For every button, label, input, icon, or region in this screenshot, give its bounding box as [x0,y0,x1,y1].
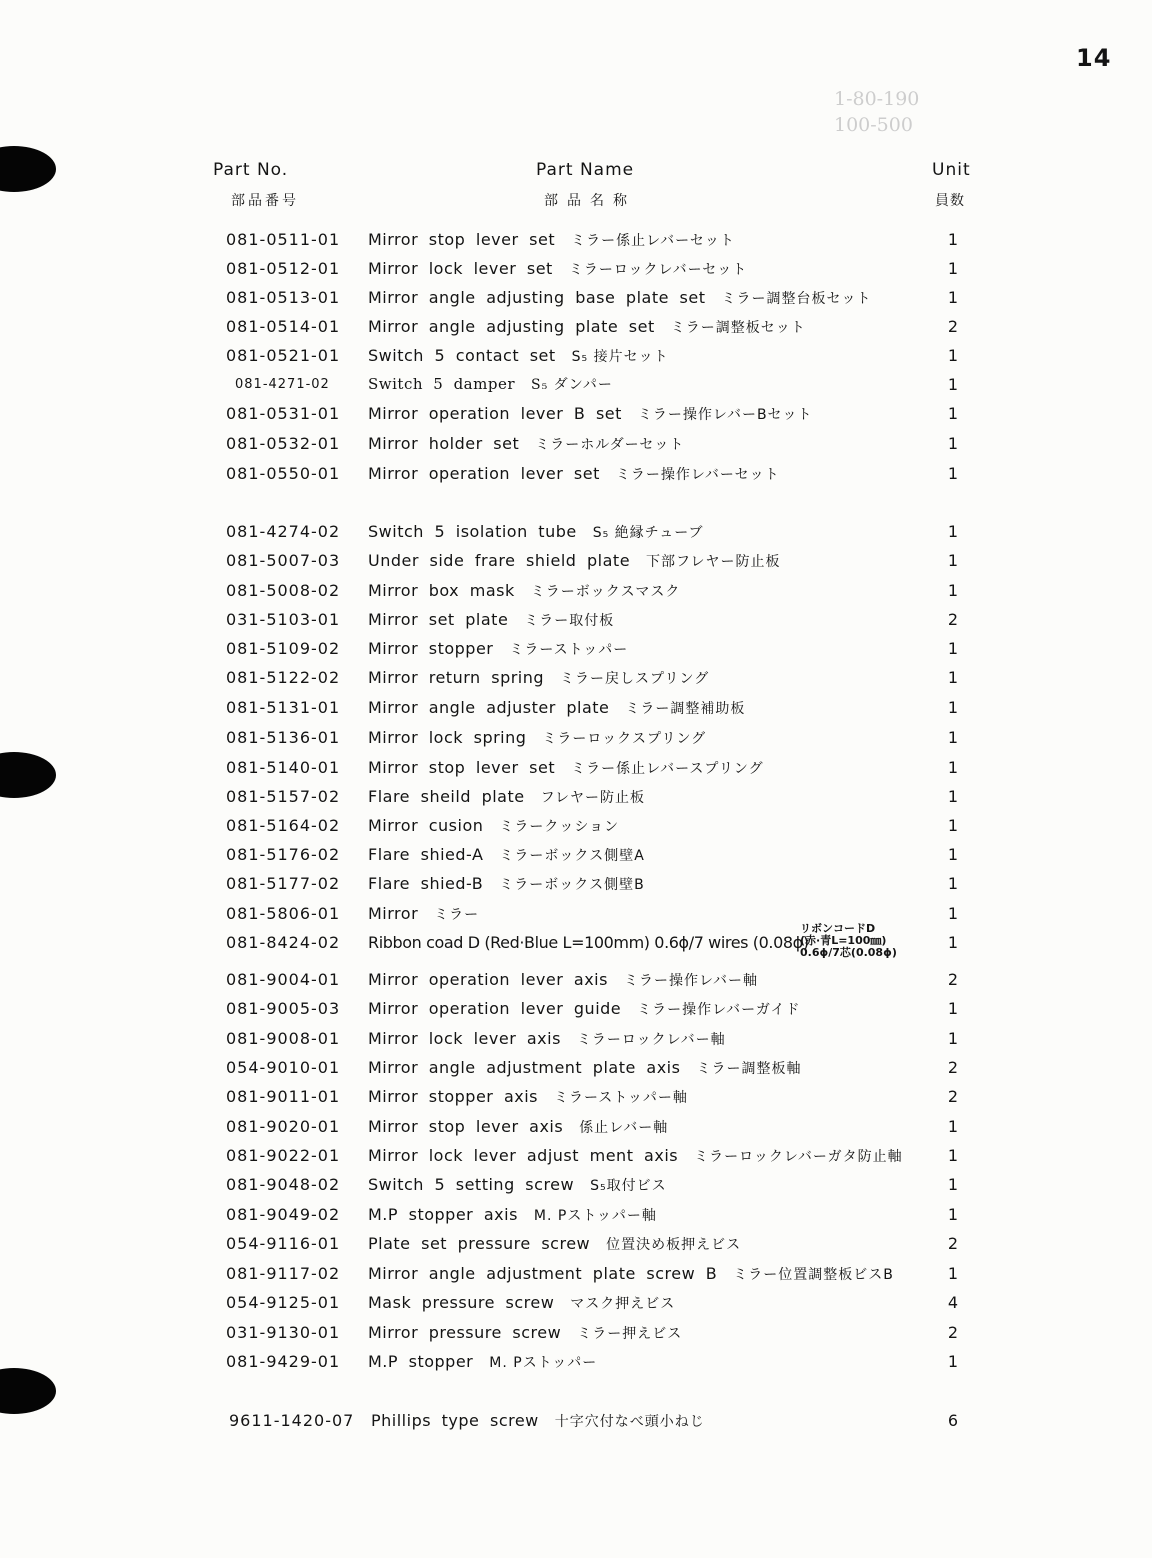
part-name: Mirror angle adjuster plate ミラー調整補助板 [368,698,746,717]
part-name: Mirror angle adjusting base plate set ミラー調整台板セット [368,288,872,307]
part-name: Switch 5 damper S₅ ダンパー [368,375,613,393]
unit-count: 1 [947,1175,959,1194]
part-number: 081-0514-01 [226,317,341,336]
unit-count: 1 [947,259,959,278]
unit-count: 2 [947,1323,959,1342]
part-name-jp: フレヤー防止板 [540,790,646,806]
part-number: 081-9022-01 [226,1146,341,1165]
part-name: Mirror box mask ミラーボックスマスク [368,581,681,600]
unit-count: 1 [947,999,959,1018]
page-number: 14 [1076,44,1112,72]
part-name-jp: ミラーボックスマスク [530,584,681,600]
table-row [0,546,1152,575]
table-row [0,1024,1152,1053]
table-row [0,605,1152,634]
part-name: Mirror stopper axis ミラーストッパー軸 [368,1087,688,1106]
table-row [0,283,1152,312]
unit-count: 2 [947,1234,959,1253]
table-row [0,869,1152,898]
part-number: 081-9049-02 [226,1205,341,1224]
part-number: 081-9008-01 [226,1029,341,1048]
unit-count: 1 [947,1352,959,1371]
unit-count: 4 [947,1293,959,1312]
table-row [0,663,1152,692]
part-name: Ribbon coad D (Red·Blue L=100mm) 0.6ɸ/7 wires (0.08ɸ) [368,933,809,952]
unit-count: 2 [947,970,959,989]
ribbon-note-line: (赤·青L=100㎜) [800,934,887,947]
part-number: 081-5140-01 [226,758,341,777]
part-number: 081-9048-02 [226,1175,341,1194]
part-number: 081-5008-02 [226,581,341,600]
part-name: Phillips type screw 十字穴付なべ頭小ねじ [371,1411,705,1430]
table-row [0,1318,1152,1347]
part-name-jp: ミラーロックレバーセット [568,262,748,278]
part-name: Mirror cusion ミラークッション [368,816,620,835]
part-number: 031-9130-01 [226,1323,341,1342]
table-row [0,1406,1152,1435]
part-number: 9611-1420-07 [229,1411,355,1430]
part-number: 081-9004-01 [226,970,341,989]
part-number: 081-0512-01 [226,259,341,278]
part-name-jp: ミラー調整台板セット [721,291,872,307]
part-name-jp: ミラー操作レバーセット [615,467,780,483]
part-name-jp: ミラー押えビス [577,1326,683,1342]
table-row [0,782,1152,811]
part-number: 081-0513-01 [226,288,341,307]
table-row [0,1112,1152,1141]
part-number: 081-5136-01 [226,728,341,747]
part-number: 081-0532-01 [226,434,341,453]
part-name: Mirror angle adjustment plate axis ミラー調整板軸 [368,1058,802,1077]
unit-count: 1 [947,1264,959,1283]
part-name-jp: S₅ ダンパー [531,377,613,393]
part-number: 054-9116-01 [226,1234,341,1253]
table-row [0,723,1152,752]
part-name: Mirror holder set ミラーホルダーセット [368,434,685,453]
part-number: 081-5157-02 [226,787,341,806]
part-name-jp: ミラーロックスプリング [542,731,707,747]
part-name-jp: ミラーストッパー [509,642,629,658]
unit-count: 2 [947,1058,959,1077]
unit-count: 1 [947,933,959,952]
table-row [0,399,1152,428]
part-name: Mirror operation lever axis ミラー操作レバー軸 [368,970,758,989]
table-row [0,1229,1152,1258]
unit-count: 1 [947,288,959,307]
part-name-jp: マスク押えビス [570,1296,676,1312]
table-row [0,576,1152,605]
table-row [0,1141,1152,1170]
part-number: 081-0550-01 [226,464,341,483]
unit-count: 1 [947,668,959,687]
part-name: Mirror stop lever axis 係止レバー軸 [368,1117,669,1136]
part-number: 081-5131-01 [226,698,341,717]
part-name: Switch 5 setting screw S₅取付ビス [368,1175,667,1194]
table-row [0,1082,1152,1111]
part-name-jp: ミラー戻しスプリング [560,671,710,687]
table-row [0,994,1152,1023]
part-name: M.P stopper M. Pストッパー [368,1352,598,1371]
ribbon-note-line: リボンコードD [800,922,876,935]
part-name-jp: ミラーボックス側壁B [499,877,645,893]
part-name-jp: ミラー調整板軸 [696,1061,802,1077]
part-name-jp: S₅ 絶縁チューブ [592,525,704,541]
table-row [0,459,1152,488]
table-row [0,517,1152,546]
part-name-jp: 十字穴付なべ頭小ねじ [554,1414,705,1430]
unit-count: 1 [947,728,959,747]
unit-count: 1 [947,1029,959,1048]
part-number: 081-9005-03 [226,999,341,1018]
part-number: 081-4274-02 [226,522,341,541]
unit-count: 1 [947,904,959,923]
part-name: Mirror operation lever set ミラー操作レバーセット [368,464,780,483]
part-number: 081-8424-02 [226,933,341,952]
part-number: 031-5103-01 [226,610,341,629]
table-row [0,370,1152,399]
unit-count: 1 [947,845,959,864]
part-name-jp: S₅取付ビス [590,1178,667,1194]
part-name-jp: M. Pストッパー [489,1355,598,1371]
unit-count: 1 [947,816,959,835]
unit-count: 1 [947,758,959,777]
part-name-jp: ミラー取付板 [524,613,615,629]
part-number: 081-5806-01 [226,904,341,923]
part-name-jp: ミラーロックレバーガタ防止軸 [694,1149,903,1165]
unit-count: 1 [947,1117,959,1136]
part-name: Mirror operation lever B set ミラー操作レバーBセット [368,404,813,423]
part-number: 081-0521-01 [226,346,341,365]
part-name: Plate set pressure screw 位置決め板押えビス [368,1234,742,1253]
part-name: Mask pressure screw マスク押えビス [368,1293,676,1312]
part-name-jp: ミラー係止レバーセット [571,233,735,249]
part-name: Mirror set plate ミラー取付板 [368,610,615,629]
part-number: 081-5176-02 [226,845,341,864]
table-row [0,1347,1152,1376]
header-part-no: Part No. [213,160,289,180]
table-row [0,1170,1152,1199]
ribbon-cord-jp-note [800,923,897,959]
part-name-jp: ミラー係止レバースプリング [571,761,764,777]
part-name: Mirror lock lever axis ミラーロックレバー軸 [368,1029,726,1048]
part-number: 081-5007-03 [226,551,341,570]
part-number: 081-5109-02 [226,639,341,658]
table-row [0,899,1152,928]
part-name-jp: 係止レバー軸 [579,1120,669,1136]
part-name: Mirror ミラー [368,904,480,923]
part-name: Mirror angle adjusting plate set ミラー調整板セット [368,317,806,336]
table-row [0,1200,1152,1229]
unit-count: 1 [947,1146,959,1165]
part-name-jp: ミラー操作レバー軸 [623,973,758,989]
part-number: 081-9429-01 [226,1352,341,1371]
part-name: Mirror stop lever set ミラー係止レバーセット [368,230,735,249]
table-row [0,634,1152,663]
unit-count: 1 [947,346,959,365]
table-row [0,811,1152,840]
unit-count: 1 [947,522,959,541]
unit-count: 1 [947,639,959,658]
table-row [0,1288,1152,1317]
part-name: Flare shied-B ミラーボックス側壁B [368,874,645,893]
part-number: 081-5122-02 [226,668,341,687]
unit-count: 1 [947,464,959,483]
part-number: 081-9117-02 [226,1264,341,1283]
part-name: Mirror stopper ミラーストッパー [368,639,629,658]
part-name: Switch 5 contact set S₅ 接片セット [368,346,669,365]
table-row [0,840,1152,869]
table-row [0,1259,1152,1288]
part-name: Flare shied-A ミラーボックス側壁A [368,845,645,864]
part-number: 081-9011-01 [226,1087,341,1106]
part-name-jp: 位置決め板押えビス [606,1237,742,1253]
unit-count: 2 [947,1087,959,1106]
part-name-jp: ミラー調整板セット [670,320,806,336]
unit-count: 1 [947,404,959,423]
part-name-jp: ミラー操作レバーBセット [637,407,813,423]
part-name: Mirror return spring ミラー戻しスプリング [368,668,710,687]
part-number: 081-5177-02 [226,874,341,893]
table-row [0,429,1152,458]
table-row [0,225,1152,254]
header-part-no-jp: 部品番号 [231,193,299,209]
header-unit-jp: 員数 [935,193,965,209]
unit-count: 1 [947,581,959,600]
part-name: Mirror operation lever guide ミラー操作レバーガイド [368,999,801,1018]
part-name: Flare sheild plate フレヤー防止板 [368,787,646,806]
part-name: Mirror lock spring ミラーロックスプリング [368,728,707,747]
part-number: 081-4271-02 [235,377,330,392]
part-name-jp: M. Pストッパー軸 [533,1208,657,1224]
part-name: Mirror stop lever set ミラー係止レバースプリング [368,758,764,777]
table-row [0,1053,1152,1082]
unit-count: 1 [947,551,959,570]
table-row [0,928,1152,957]
unit-count: 1 [947,698,959,717]
part-name-jp: ミラーロックレバー軸 [576,1032,726,1048]
part-name: Under side frare shield plate 下部フレヤー防止板 [368,551,781,570]
part-number: 081-0511-01 [226,230,341,249]
part-name: M.P stopper axis M. Pストッパー軸 [368,1205,657,1224]
part-number: 054-9125-01 [226,1293,341,1312]
table-row [0,753,1152,782]
unit-count: 2 [947,317,959,336]
unit-count: 1 [947,787,959,806]
part-name-jp: ミラークッション [499,819,620,835]
part-name-jp: S₅ 接片セット [571,349,669,365]
part-name-jp: 下部フレヤー防止板 [646,554,781,570]
table-row [0,312,1152,341]
part-name-jp: ミラーボックス側壁A [499,848,645,864]
table-row [0,693,1152,722]
unit-count: 1 [947,874,959,893]
part-number: 081-9020-01 [226,1117,341,1136]
part-name-jp: ミラーストッパー軸 [554,1090,688,1106]
part-name-jp: ミラー操作レバーガイド [637,1002,801,1018]
part-number: 081-0531-01 [226,404,341,423]
part-name-jp: ミラー調整補助板 [625,701,746,717]
unit-count: 1 [947,230,959,249]
part-name: Mirror angle adjustment plate screw B ミラー位置調整板ビスB [368,1264,894,1283]
unit-count: 1 [947,434,959,453]
header-unit: Unit [932,160,971,180]
part-name: Mirror lock lever adjust ment axis ミラーロックレバーガタ防止軸 [368,1146,903,1165]
table-row [0,965,1152,994]
part-number: 081-5164-02 [226,816,341,835]
unit-count: 1 [947,375,959,394]
ribbon-note-line: 0.6ɸ/7芯(0.08ɸ) [800,946,897,959]
part-name-jp: ミラー [434,907,480,923]
table-row [0,254,1152,283]
header-part-name: Part Name [536,160,635,180]
part-name: Mirror pressure screw ミラー押えビス [368,1323,683,1342]
unit-count: 1 [947,1205,959,1224]
faded-stamp: 1-80-190 100-500 [834,88,920,136]
part-number: 054-9010-01 [226,1058,341,1077]
part-name: Switch 5 isolation tube S₅ 絶縁チューブ [368,522,704,541]
unit-count: 6 [947,1411,959,1430]
header-part-name-jp: 部品名称 [544,193,636,209]
part-name-jp: ミラー位置調整板ビスB [733,1267,894,1283]
table-row [0,341,1152,370]
part-name: Mirror lock lever set ミラーロックレバーセット [368,259,748,278]
unit-count: 2 [947,610,959,629]
part-name-jp: ミラーホルダーセット [535,437,685,453]
